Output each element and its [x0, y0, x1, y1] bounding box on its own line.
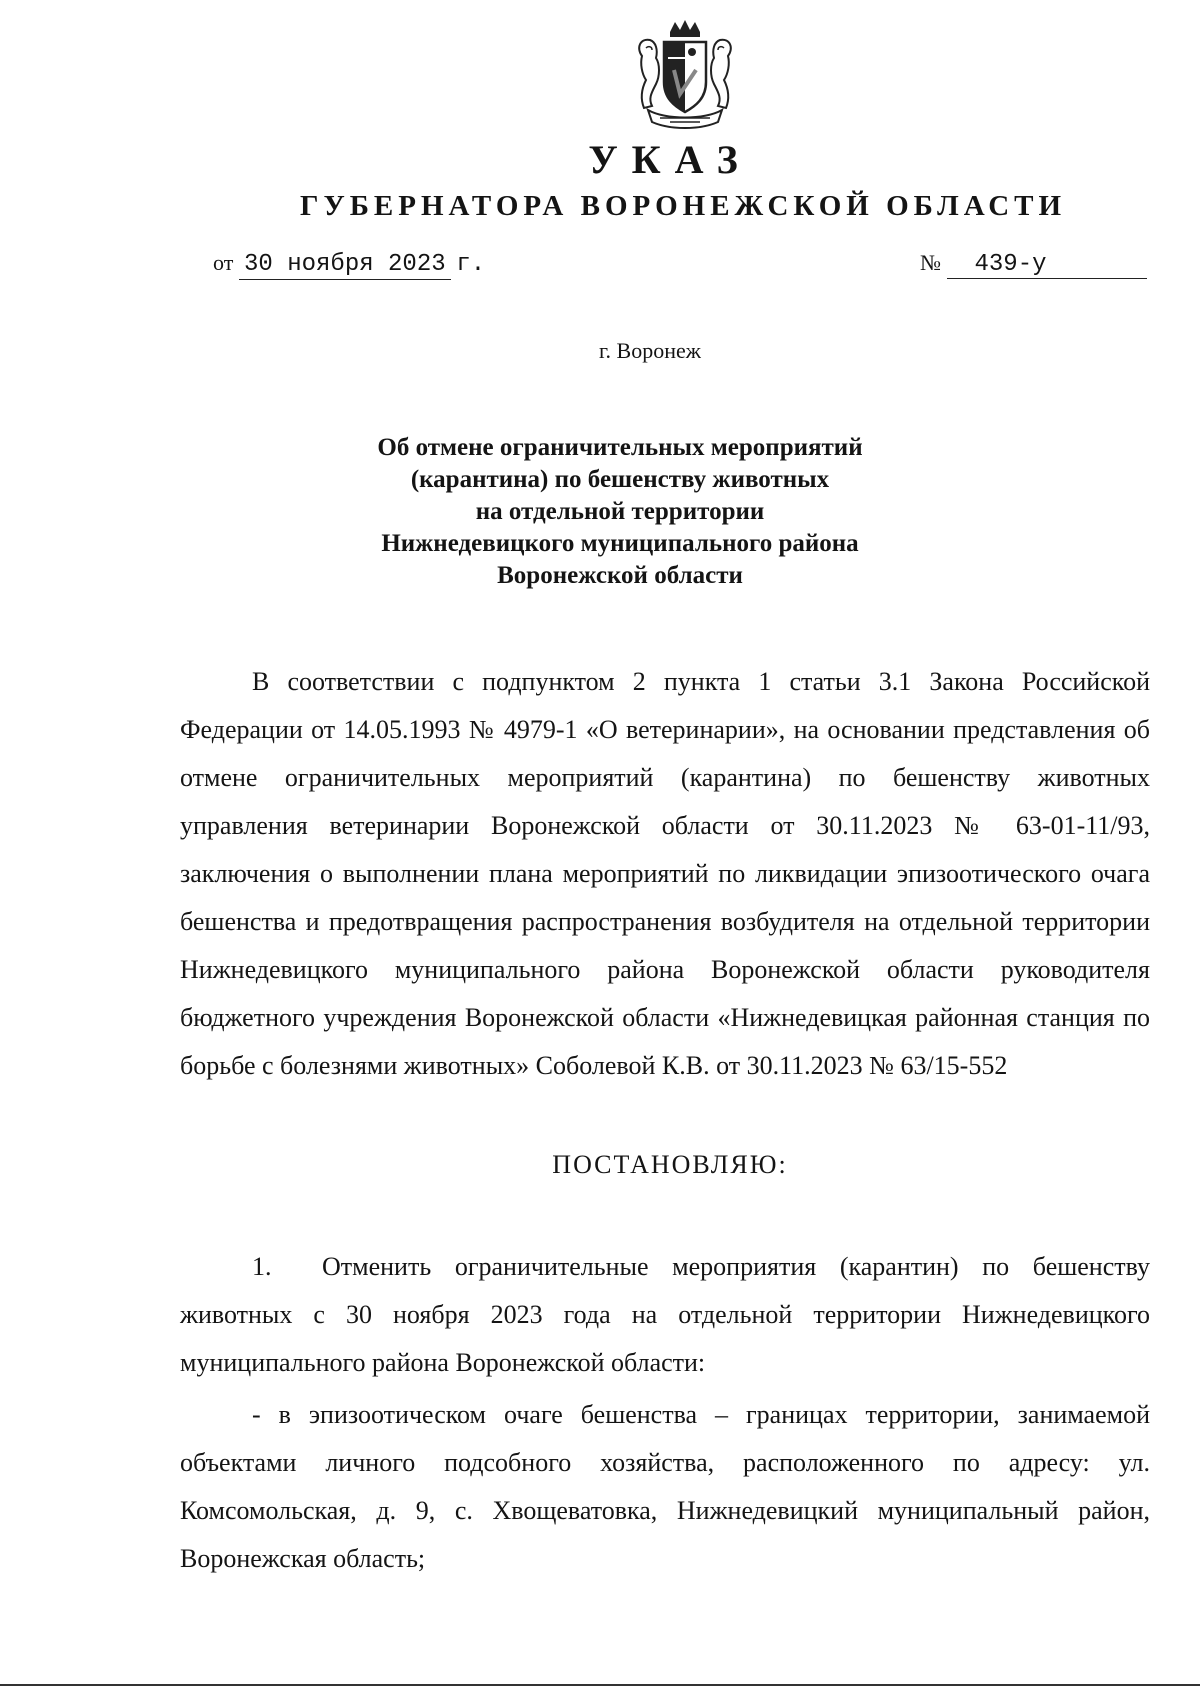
date-prefix: от — [213, 250, 234, 275]
title-line: (карантина) по бешенству животных — [410, 466, 830, 493]
title-line: на отдельной территории — [475, 498, 765, 525]
document-title — [300, 432, 940, 592]
document-number: 439-у — [947, 251, 1147, 279]
document-date: 30 ноября 2023 — [239, 251, 451, 280]
number-row — [920, 250, 1147, 279]
title-line: Воронежской области — [497, 562, 743, 589]
item-text: Отменить ограничительные мероприятия (карантин) по бешенству животных с 30 ноября 2023 года на отдельной территории Нижнедевицкого муниципального района Воронежской области: — [180, 1252, 1150, 1377]
coat-of-arms-icon — [630, 18, 740, 134]
document-type: УКАЗ — [588, 137, 752, 182]
decree-item-1 — [180, 1243, 1150, 1387]
title-line: Нижнедевицкого муниципального района — [381, 530, 859, 557]
title-line: Об отмене ограничительных мероприятий — [377, 434, 863, 461]
decree-subitem: - в эпизоотическом очаге бешенства – границах территории, занимаемой объектами личного подсобного хозяйства, расположенного по адресу: ул. Комсомольская, д. 9, с. Хвощеватовка, Нижнедевицкий муниципальный район, Воронежская область; — [180, 1400, 1150, 1573]
date-row — [213, 250, 485, 280]
page-bottom-rule — [0, 1684, 1200, 1686]
item-number: 1. — [252, 1252, 272, 1281]
preamble-paragraph: В соответствии с подпунктом 2 пункта 1 статьи 3.1 Закона Российской Федерации от 14.05.1993 № 4979-1 «О ветеринарии», на основании представления об отмене ограничительных мероприятий (карантина) по бешенству животных управления ветеринарии Воронежской области от 30.11.2023 № 63-01-11/93, заключения о выполнении плана мероприятий по ликвидации эпизоотического очага бешенства и предотвращения распространения возбудителя на отдельной территории Нижнедевицкого муниципального района Воронежской области руководителя бюджетного учреждения Воронежской области «Нижнедевицкая районная станция по борьбе с болезнями животных» Соболевой К.В. от 30.11.2023 № 63/15-552 — [180, 667, 1150, 1080]
document-issuer: ГУБЕРНАТОРА ВОРОНЕЖСКОЙ ОБЛАСТИ — [300, 190, 1067, 222]
city: г. Воронеж — [599, 338, 701, 363]
date-suffix: г. — [456, 251, 486, 278]
decree-word: ПОСТАНОВЛЯЮ: — [552, 1150, 788, 1179]
number-prefix: № — [920, 250, 941, 275]
